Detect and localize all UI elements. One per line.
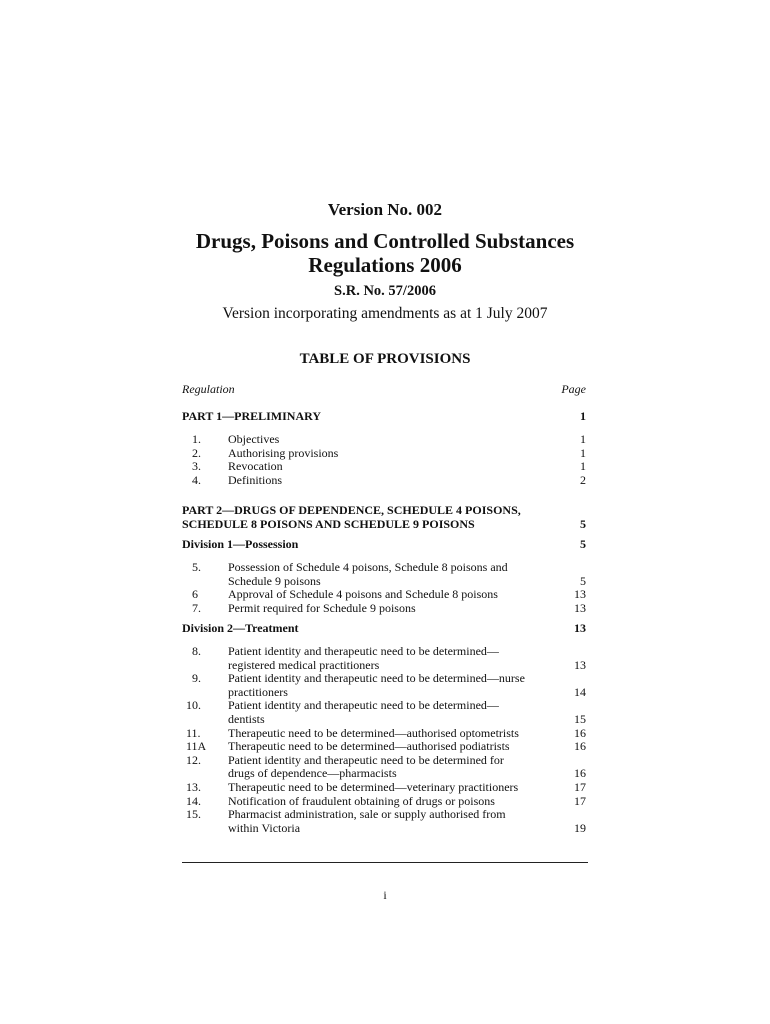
toc-item-number: 3. (192, 459, 201, 474)
toc-item (182, 740, 586, 754)
toc-item-text-line2: dentists (228, 711, 265, 726)
toc-item-page: 16 (574, 766, 586, 781)
toc-item-number: 15. (186, 807, 201, 822)
toc-item-text: Definitions (228, 472, 282, 487)
toc-item-number: 5. (192, 560, 201, 574)
part-page: 5 (580, 516, 586, 531)
toc-part2-heading (182, 504, 586, 531)
page-column-label: Page (561, 382, 586, 396)
toc-item-page: 17 (574, 779, 586, 794)
sr-number: S.R. No. 57/2006 (334, 283, 436, 299)
toc-item-text: Revocation (228, 459, 283, 474)
toc-item-number: 6 (192, 587, 198, 602)
toc-item-page: 1 (580, 459, 586, 474)
part-title: PART 1—PRELIMINARY (182, 409, 322, 423)
toc-item-text: Therapeutic need to be determined—authorised podiatrists (228, 739, 510, 754)
division-title: Division 1—Possession (182, 537, 299, 551)
toc-title: TABLE OF PROVISIONS (299, 351, 471, 367)
division-title: Division 2—Treatment (182, 621, 299, 635)
toc-item (182, 474, 586, 488)
toc-item-number: 1. (192, 432, 201, 446)
toc-item-text: Patient identity and therapeutic need to be determined— (228, 698, 499, 713)
toc-item-continued (182, 822, 586, 836)
toc-item-text: Patient identity and therapeutic need to be determined for (228, 752, 504, 767)
toc-item-text: Notification of fraudulent obtaining of drugs or poisons (228, 793, 495, 808)
toc-item-page: 16 (574, 739, 586, 754)
toc-item-page: 13 (574, 600, 586, 615)
toc-item-continued (182, 767, 586, 781)
toc-item-text: Therapeutic need to be determined—authorised optometrists (228, 725, 519, 740)
toc-item (182, 588, 586, 602)
toc-item-page: 17 (574, 793, 586, 808)
toc-division1-items (182, 561, 586, 615)
toc-item-text: Therapeutic need to be determined—veterinary practitioners (228, 779, 519, 794)
footer-page-number: i (383, 888, 387, 902)
part-title-line2: SCHEDULE 8 POISONS AND SCHEDULE 9 POISONS (182, 516, 475, 531)
toc-item-page: 1 (580, 432, 586, 446)
toc-item-text-line2: practitioners (228, 684, 288, 699)
toc-item-continued (182, 575, 586, 589)
toc-item-text-line2: within Victoria (228, 820, 301, 835)
toc-item-number: 11A (186, 739, 207, 754)
toc-item-continued (182, 659, 586, 673)
toc-item-page: 2 (580, 472, 586, 487)
toc-item-page: 19 (574, 820, 586, 835)
toc-item-text-line2: Schedule 9 poisons (228, 573, 321, 588)
part-page: 1 (580, 409, 586, 423)
toc-item-continued (182, 686, 586, 700)
amendment-note: Version incorporating amendments as at 1 July 2007 (222, 305, 548, 322)
regulation-column-label: Regulation (182, 382, 235, 396)
toc-item-number: 4. (192, 472, 201, 487)
toc-item-text: Patient identity and therapeutic need to be determined—nurse (228, 671, 525, 686)
toc-item-number: 9. (192, 671, 201, 686)
division-page: 13 (574, 621, 586, 635)
toc-item (182, 433, 586, 447)
toc-item-text-line2: drugs of dependence—pharmacists (228, 766, 397, 781)
toc-item-page: 1 (580, 445, 586, 460)
division-page: 5 (580, 537, 586, 551)
toc-item-number: 10. (186, 698, 201, 713)
toc-item-number: 2. (192, 445, 201, 460)
toc-item-number: 12. (186, 752, 201, 767)
toc-item-page: 14 (574, 684, 586, 699)
toc-item-page: 16 (574, 725, 586, 740)
toc-item (182, 561, 586, 575)
toc-part1-heading (182, 410, 586, 424)
toc-item-page: 15 (574, 711, 586, 726)
toc-item (182, 795, 586, 809)
toc-item (182, 754, 586, 768)
document-title-line2: Regulations 2006 (308, 253, 462, 277)
toc-item-text: Approval of Schedule 4 poisons and Schedule 8 poisons (228, 587, 498, 602)
toc-item (182, 808, 586, 822)
toc-item-text: Possession of Schedule 4 poisons, Schedule 8 poisons and (228, 560, 508, 574)
footer-rule (182, 862, 588, 863)
toc-item-page: 13 (574, 657, 586, 672)
toc-item-number: 14. (186, 793, 201, 808)
toc-item-text-line2: registered medical practitioners (228, 657, 380, 672)
toc-item-text: Objectives (228, 432, 280, 446)
toc-item (182, 460, 586, 474)
toc-item-page: 5 (580, 573, 586, 588)
toc-item (182, 672, 586, 686)
toc-item (182, 699, 586, 713)
toc-division1-heading (182, 538, 586, 552)
toc-item-number: 7. (192, 600, 201, 615)
toc-item (182, 602, 586, 616)
toc-division2-items (182, 645, 586, 835)
version-number: Version No. 002 (327, 200, 443, 219)
toc-item-text: Authorising provisions (228, 445, 339, 460)
toc-item-page: 13 (574, 587, 586, 602)
toc-item-continued (182, 713, 586, 727)
toc-part1-items (182, 433, 586, 487)
document-title-line1: Drugs, Poisons and Controlled Substances (195, 229, 575, 253)
part-title-line1: PART 2—DRUGS OF DEPENDENCE, SCHEDULE 4 POISONS, (182, 503, 521, 517)
toc-item (182, 727, 586, 741)
toc-item (182, 645, 586, 659)
toc-item-text: Permit required for Schedule 9 poisons (228, 600, 416, 615)
toc-item-text: Pharmacist administration, sale or supply authorised from (228, 807, 506, 822)
toc-item-number: 8. (192, 644, 201, 658)
toc-item-text: Patient identity and therapeutic need to be determined— (228, 644, 499, 658)
toc-item-number: 13. (186, 779, 201, 794)
toc-division2-heading (182, 622, 586, 636)
toc-item (182, 447, 586, 461)
toc-item (182, 781, 586, 795)
toc-item-number: 11. (186, 725, 201, 740)
